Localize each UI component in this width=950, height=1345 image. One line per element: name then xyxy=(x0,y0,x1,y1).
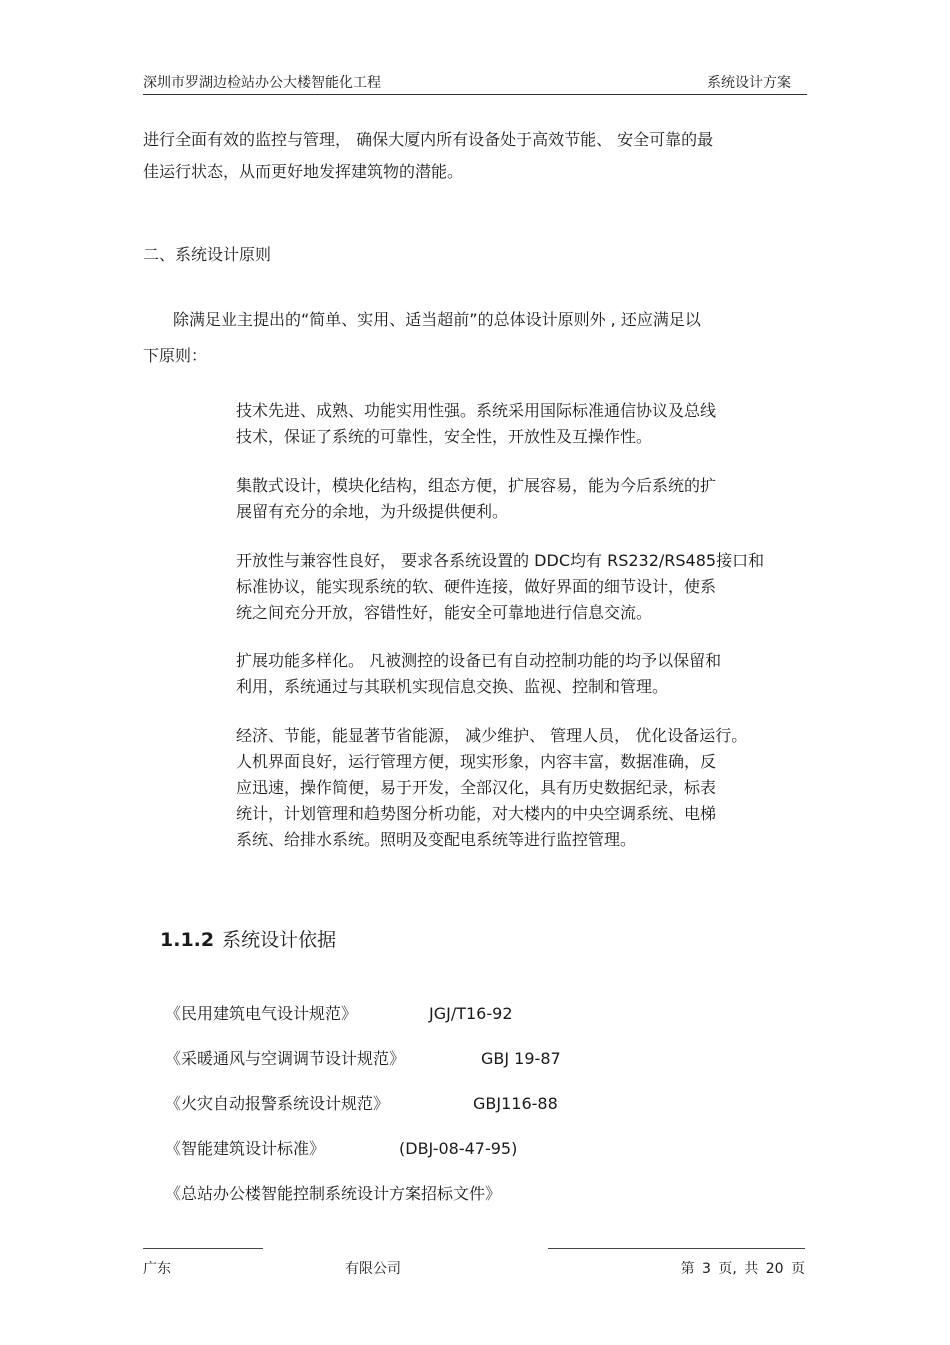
reference-item xyxy=(165,1136,518,1162)
reference-code: JGJ/T16-92 xyxy=(429,1004,513,1023)
page-footer xyxy=(143,1248,807,1288)
reference-title: 《智能建筑设计标准》 xyxy=(165,1139,326,1158)
reference-item xyxy=(165,1046,561,1072)
principles-heading: 二、系统设计原则 xyxy=(143,245,272,264)
principle-item-3 xyxy=(236,548,764,626)
reference-item xyxy=(165,1001,513,1027)
reference-code: GBJ 19-87 xyxy=(481,1049,561,1068)
reference-title: 《火灾自动报警系统设计规范》 xyxy=(165,1094,390,1113)
principle-item-5 xyxy=(236,723,747,853)
reference-title: 《总站办公楼智能控制系统设计方案招标文件》 xyxy=(165,1184,502,1203)
footer-rule xyxy=(548,1248,805,1249)
principle-line: 系统、给排水系统。照明及变配电系统等进行监控管理。 xyxy=(236,830,637,849)
principle-line: 技术先进、成熟、功能实用性强。系统采用国际标准通信协议及总线 xyxy=(236,401,717,420)
principle-line: 统计，计划管理和趋势图分析功能，对大楼内的中央空调系统、电梯 xyxy=(236,804,717,823)
section-title: 系统设计依据 xyxy=(222,929,337,951)
reference-code: GBJ116-88 xyxy=(473,1094,558,1113)
principle-item-1 xyxy=(236,398,716,450)
section-number: 1.1.2 xyxy=(160,929,215,951)
lead-line: 下原则： xyxy=(143,346,208,365)
principle-line: 标准协议，能实现系统的软、硬件连接，做好界面的细节设计，使系 xyxy=(236,577,717,596)
reference-title: 《采暖通风与空调调节设计规范》 xyxy=(165,1049,406,1068)
reference-title: 《民用建筑电气设计规范》 xyxy=(165,1004,358,1023)
lead-line: 除满足业主提出的“简单、实用、适当超前”的总体设计原则外 , 还应满足以 xyxy=(173,310,701,329)
intro-paragraph xyxy=(143,124,713,188)
principle-line: 经济、节能，能显著节省能源， 减少维护、 管理人员， 优化设备运行。 xyxy=(236,726,748,745)
header-doc-type: 系统设计方案 xyxy=(707,75,791,91)
section-heading xyxy=(160,926,336,954)
principle-line: 利用，系统通过与其联机实现信息交换、监视、控制和管理。 xyxy=(236,677,669,696)
footer-region: 广东 xyxy=(143,1261,171,1277)
header-project-title: 深圳市罗湖边检站办公大楼智能化工程 xyxy=(143,75,381,91)
principle-item-2 xyxy=(236,473,716,525)
principle-line: 技术，保证了系统的可靠性，安全性，开放性及互操作性。 xyxy=(236,427,653,446)
principle-line: 集散式设计，模块化结构，组态方便，扩展容易，能为今后系统的扩 xyxy=(236,476,717,495)
principle-line: 开放性与兼容性良好， 要求各系统设置的 DDC均有 RS232/RS485接口和 xyxy=(236,551,765,570)
footer-page-info: 第 3 页, 共 20 页 xyxy=(680,1261,805,1277)
footer-rule xyxy=(143,1248,263,1249)
page-header xyxy=(143,70,807,95)
intro-line: 进行全面有效的监控与管理， 确保大厦内所有设备处于高效节能、 安全可靠的最 xyxy=(143,130,714,149)
footer-company: 有限公司 xyxy=(345,1261,401,1277)
reference-code: (DBJ-08-47-95) xyxy=(399,1139,518,1158)
principle-line: 扩展功能多样化。 凡被测控的设备已有自动控制功能的均予以保留和 xyxy=(236,651,722,670)
principle-line: 应迅速，操作简便，易于开发，全部汉化，具有历史数据纪录，标表 xyxy=(236,778,717,797)
principle-line: 统之间充分开放，容错性好，能安全可靠地进行信息交流。 xyxy=(236,603,653,622)
principles-lead-paragraph xyxy=(143,302,701,374)
principle-line: 人机界面良好，运行管理方便，现实形象，内容丰富，数据准确，反 xyxy=(236,752,717,771)
intro-line: 佳运行状态，从而更好地发挥建筑物的潜能。 xyxy=(143,162,464,181)
reference-item xyxy=(165,1091,558,1117)
principle-item-4 xyxy=(236,648,721,700)
principle-line: 展留有充分的余地，为升级提供便利。 xyxy=(236,502,509,521)
reference-item xyxy=(165,1181,501,1207)
